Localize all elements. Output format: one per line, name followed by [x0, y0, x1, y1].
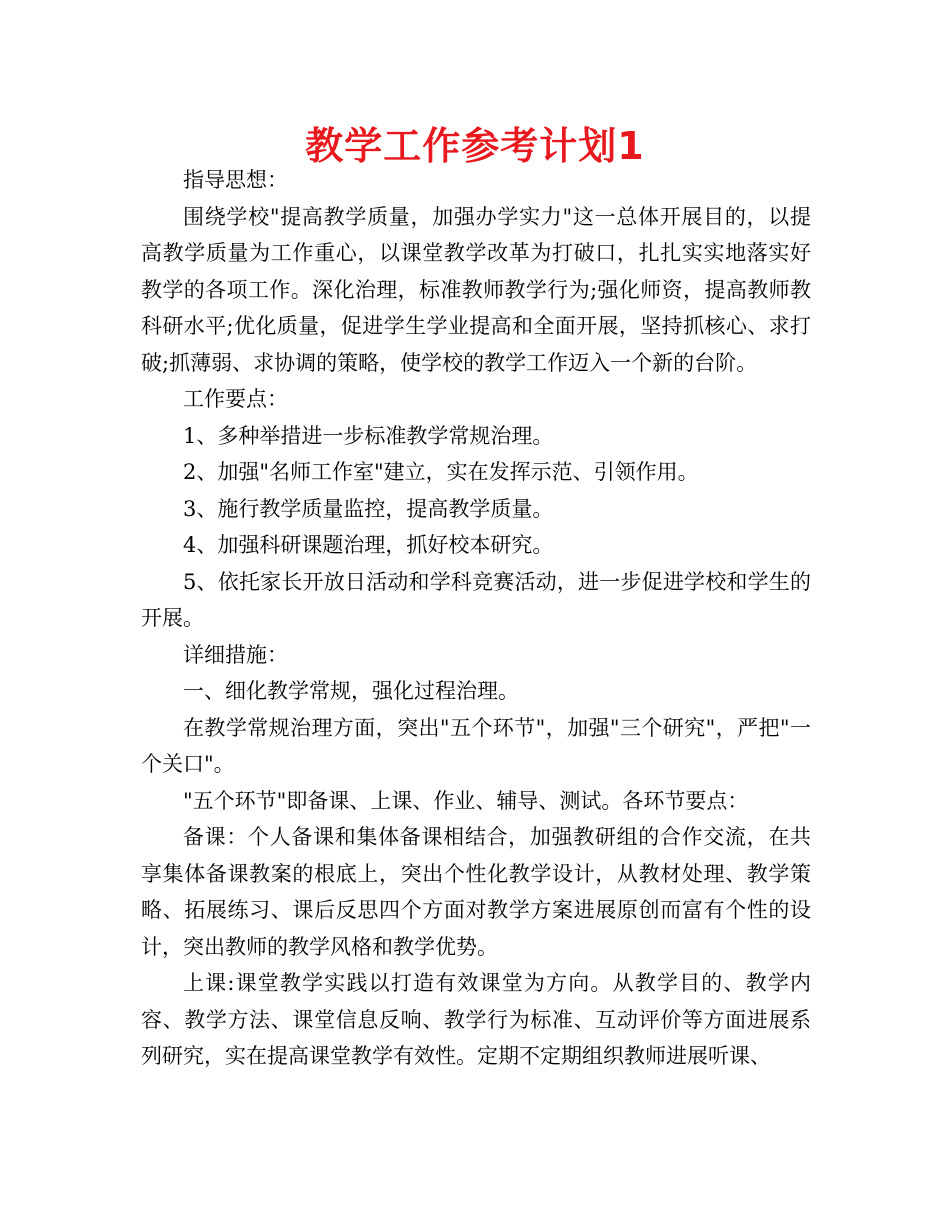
paragraph-point-4: 4、加强科研课题治理，抓好校本研究。 [183, 533, 554, 557]
paragraph-guiding-content: 围绕学校"提高教学质量，加强办学实力"这一总体开展目的，以提高教学质量为工作重心，以课堂教学改革为打破口，扎扎实实地落实好教学的各项工作。深化治理，标准教师教学行为;强化师资，提高教师教科研水平;优化质量，促进学生学业提高和全面开展，坚持抓核心、求打破;抓薄弱、求协调的策略，使学校的教学工作迈入一个新的台阶。 [141, 204, 811, 375]
paragraph-point-1: 1、多种举措进一步标准教学常规治理。 [183, 423, 554, 448]
document-body [141, 162, 811, 1075]
paragraph-point-5: 5、依托家长开放日活动和学科竞赛活动，进一步促进学校和学生的开展。 [141, 569, 811, 630]
paragraph-lesson-preparation: 备课：个人备课和集体备课相结合，加强教研组的合作交流，在共享集体备课教案的根底上，突出个性化教学设计，从教材处理、教学策略、拓展练习、课后反思四个方面对教学方案进展原创而富有个性的设计，突出教师的教学风格和教学优势。 [141, 825, 811, 959]
paragraph-point-2: 2、加强"名师工作室"建立，实在发挥示范、引领作用。 [183, 460, 699, 484]
paragraph-point-3: 3、施行教学质量监控，提高教学质量。 [183, 496, 554, 521]
paragraph-five-links: "五个环节"即备课、上课、作业、辅导、测试。各环节要点： [183, 788, 749, 813]
document-title: 教学工作参考计划1 [305, 124, 645, 168]
paragraph-guiding-heading: 指导思想： [183, 168, 288, 192]
paragraph-measures-heading: 详细措施： [183, 642, 288, 667]
paragraph-class-teaching: 上课:课堂教学实践以打造有效课堂为方向。从教学目的、教学内容、教学方法、课堂信息反响、教学行为标准、互动评价等方面进展系列研究，实在提高课堂教学有效性。定期不定期组织教师进展听课、 [141, 971, 811, 1068]
paragraph-routine-management: 在教学常规治理方面，突出"五个环节"，加强"三个研究"，严把"一个关口"。 [141, 715, 811, 776]
paragraph-measure-1-heading: 一、细化教学常规，强化过程治理。 [183, 679, 519, 703]
paragraph-work-points-heading: 工作要点： [183, 387, 288, 411]
